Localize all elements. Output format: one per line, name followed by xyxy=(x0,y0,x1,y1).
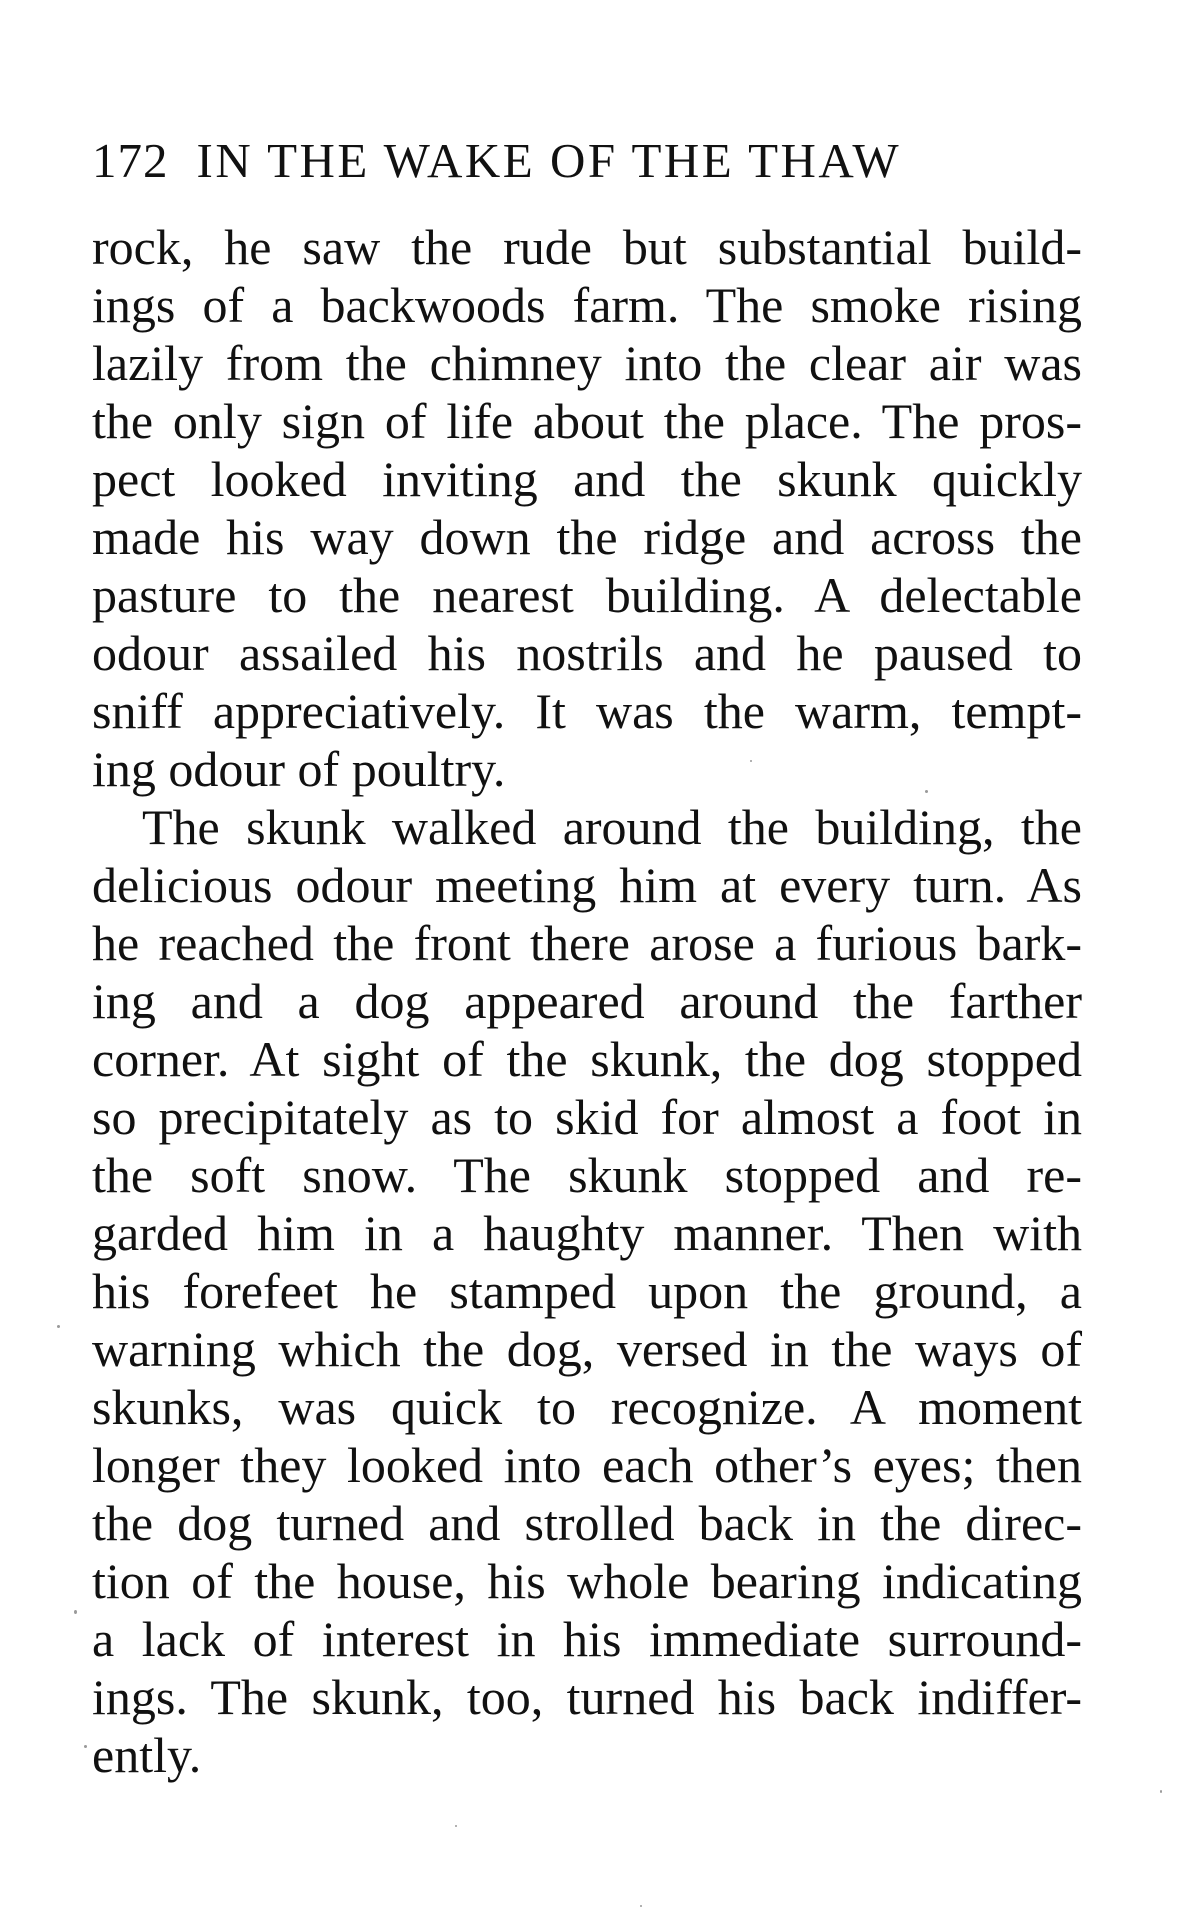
text-line: odour assailed his nostrils and he paused to xyxy=(92,625,1082,681)
page-number: 172 xyxy=(92,133,169,188)
paragraph-1 xyxy=(92,218,1082,798)
text-line: skunks, was quick to recognize. A moment xyxy=(92,1379,1082,1435)
text-line: ings of a backwoods farm. The smoke rising xyxy=(92,277,1082,333)
text-line: pasture to the nearest building. A delectable xyxy=(92,567,1082,623)
paper-speck xyxy=(1160,1790,1162,1793)
text-line: the dog turned and strolled back in the direc- xyxy=(92,1495,1082,1551)
paper-speck xyxy=(925,790,928,793)
text-line: ing and a dog appeared around the farther xyxy=(92,973,1082,1029)
text-line: his forefeet he stamped upon the ground, a xyxy=(92,1263,1082,1319)
text-line: a lack of interest in his immediate surround- xyxy=(92,1611,1082,1667)
text-line: ings. The skunk, too, turned his back indiffer- xyxy=(92,1669,1082,1725)
paper-speck xyxy=(455,1825,457,1827)
running-title: IN THE WAKE OF THE THAW xyxy=(196,133,902,188)
text-line: made his way down the ridge and across the xyxy=(92,509,1082,565)
text-line: delicious odour meeting him at every turn. As xyxy=(92,857,1082,913)
text-line: sniff appreciatively. It was the warm, tempt- xyxy=(92,683,1082,739)
paper-speck xyxy=(750,760,752,762)
text-line: pect looked inviting and the skunk quickly xyxy=(92,451,1082,507)
running-head xyxy=(92,132,1082,202)
body-text xyxy=(92,218,1082,1784)
text-line: corner. At sight of the skunk, the dog stopped xyxy=(92,1031,1082,1087)
text-line: ently. xyxy=(92,1727,202,1783)
text-line: The skunk walked around the building, the xyxy=(142,799,1082,855)
text-line: so precipitately as to skid for almost a foot in xyxy=(92,1089,1082,1145)
text-line: tion of the house, his whole bearing indicating xyxy=(92,1553,1082,1609)
text-line: warning which the dog, versed in the ways of xyxy=(92,1321,1082,1377)
text-line: the only sign of life about the place. The pros- xyxy=(92,393,1082,449)
text-line: ing odour of poultry. xyxy=(92,741,506,797)
text-line: lazily from the chimney into the clear air was xyxy=(92,335,1082,391)
text-line: rock, he saw the rude but substantial build- xyxy=(92,219,1082,275)
paper-speck xyxy=(57,1325,60,1328)
text-line: he reached the front there arose a furious bark- xyxy=(92,915,1082,971)
paper-speck xyxy=(84,1745,87,1748)
paper-speck xyxy=(640,1905,642,1907)
paragraph-2 xyxy=(92,798,1082,1784)
paper-speck xyxy=(74,1610,77,1614)
text-line: longer they looked into each other’s eyes; then xyxy=(92,1437,1082,1493)
text-line: the soft snow. The skunk stopped and re- xyxy=(92,1147,1082,1203)
text-line: garded him in a haughty manner. Then with xyxy=(92,1205,1082,1261)
